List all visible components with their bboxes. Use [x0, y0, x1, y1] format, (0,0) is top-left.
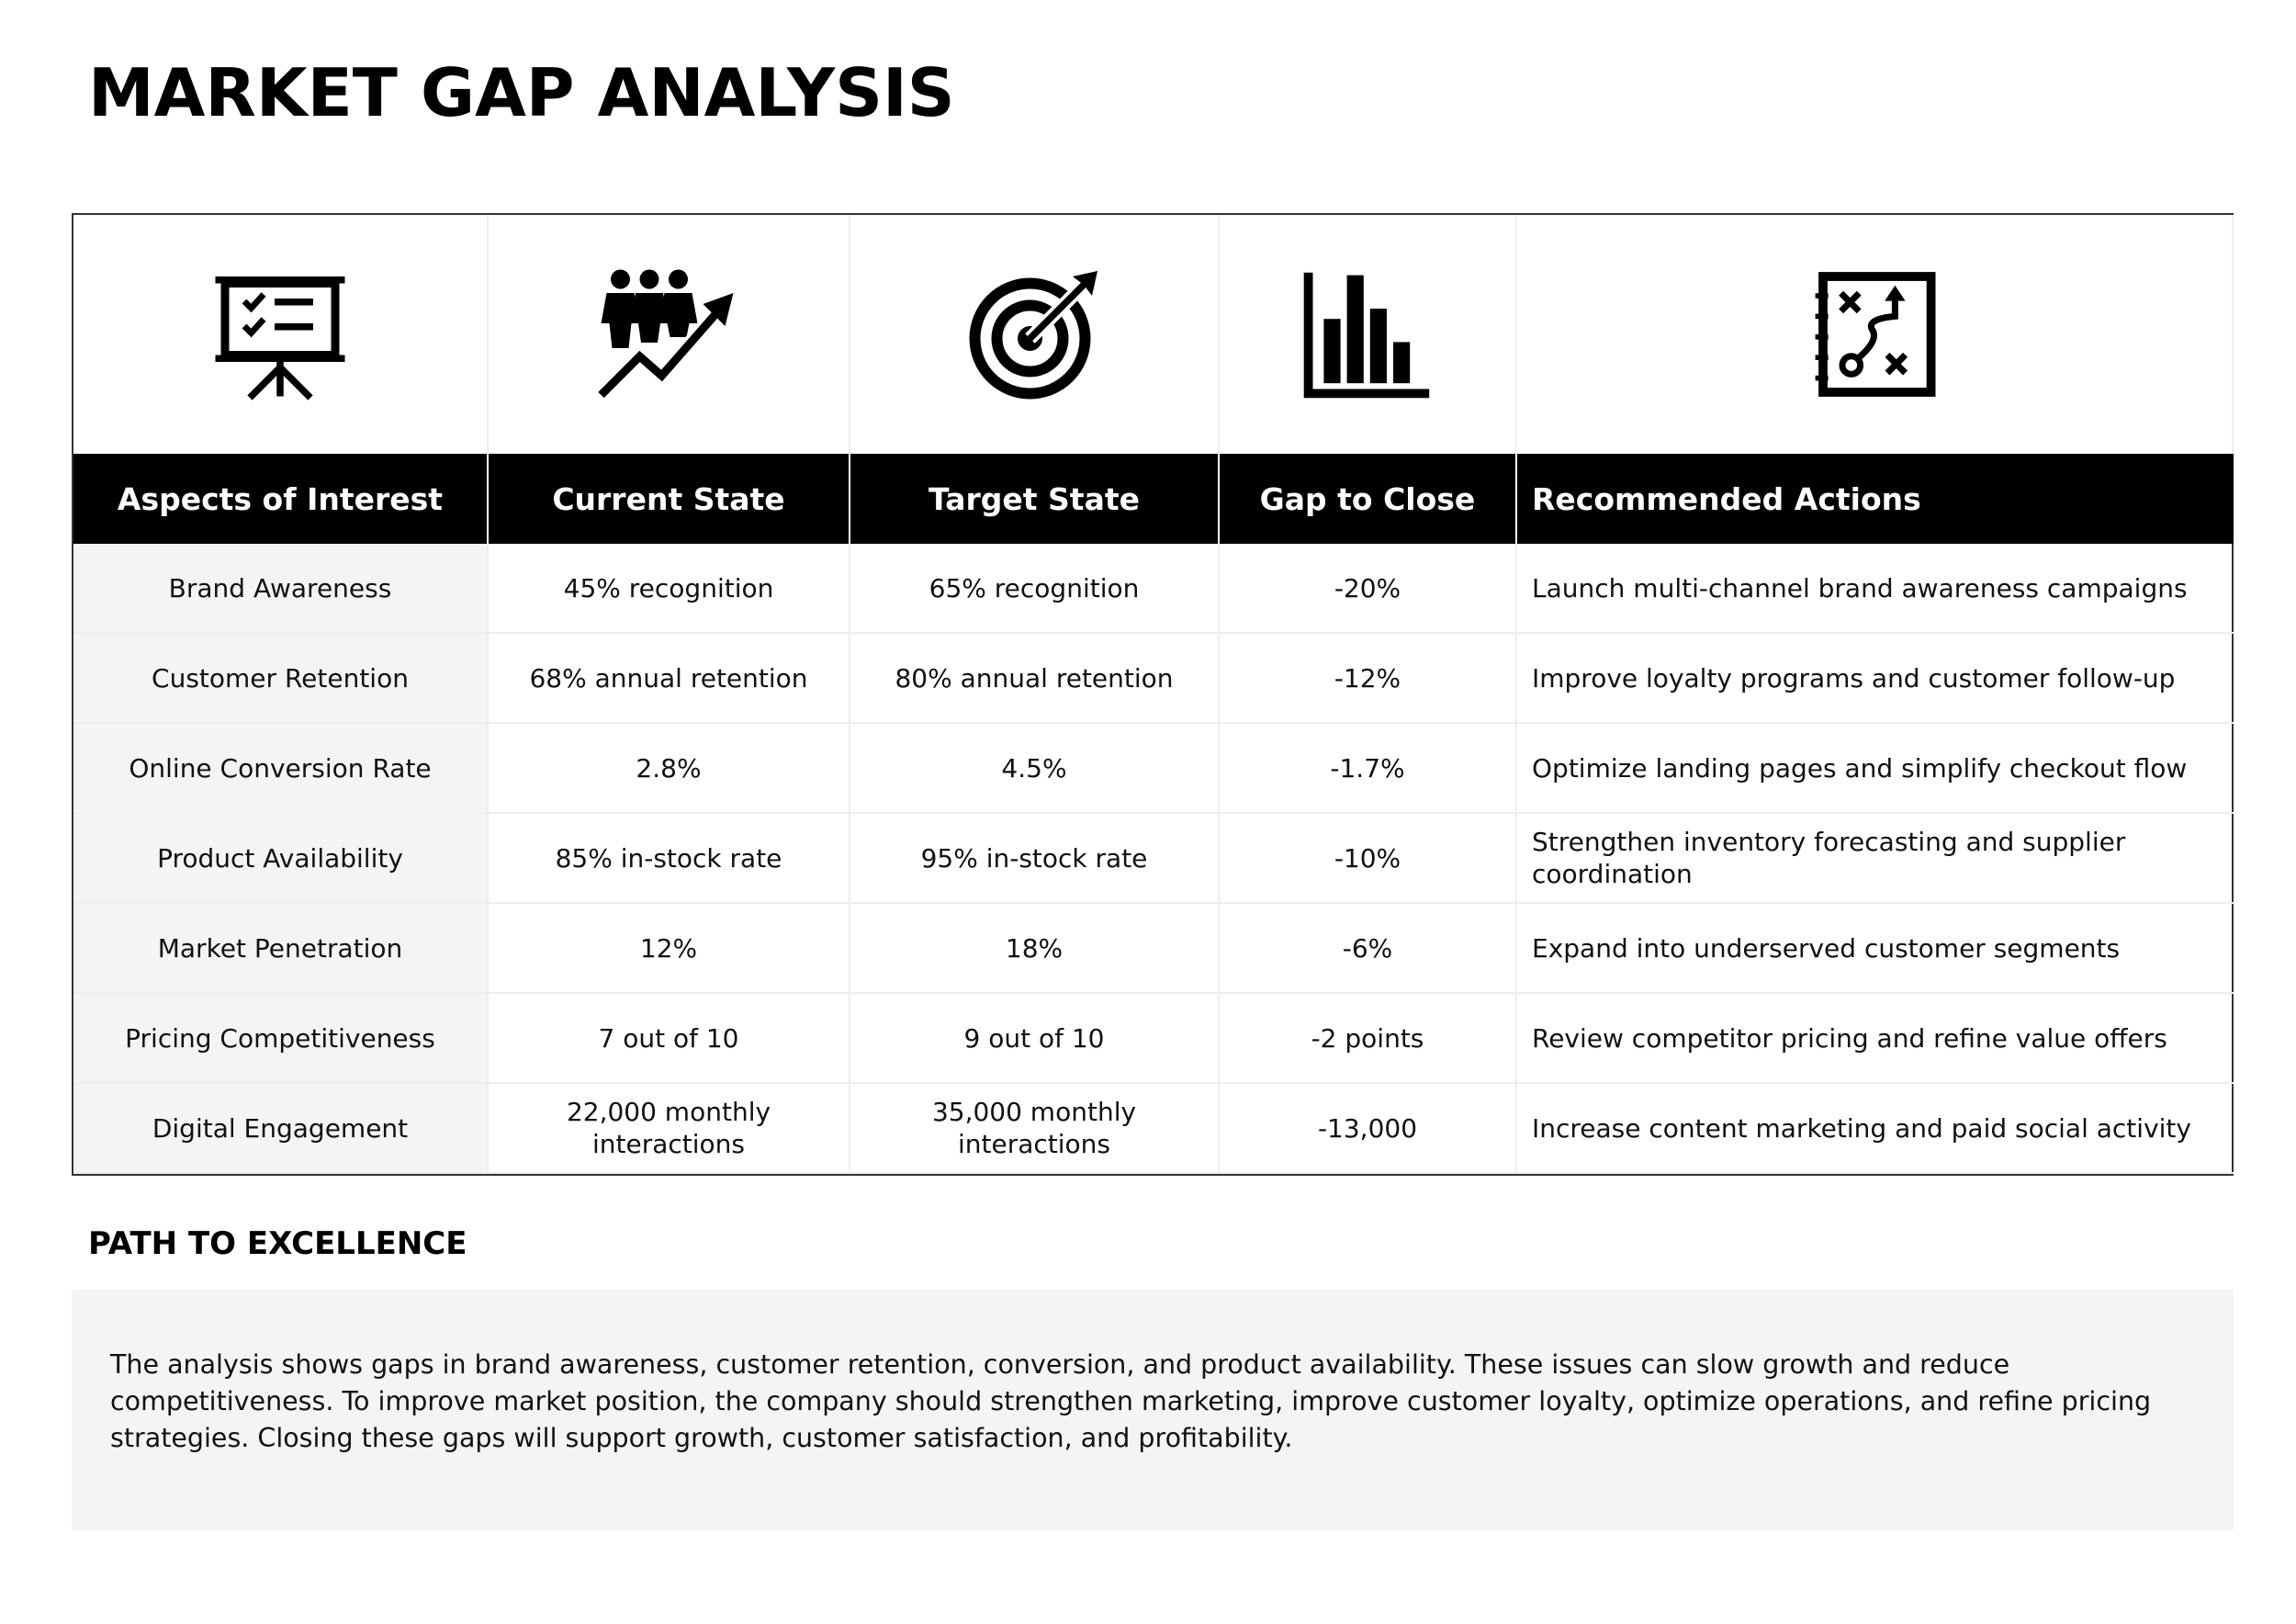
strategy-plan-icon: [1517, 215, 2234, 454]
target-state-cell: 9 out of 10: [850, 994, 1220, 1084]
summary-box: [72, 1290, 2234, 1530]
aspect-cell: Online Conversion Rate: [73, 724, 489, 814]
bar-chart-icon: [1220, 215, 1517, 454]
aspect-cell: Customer Retention: [73, 634, 489, 724]
action-cell: Strengthen inventory forecasting and supplier coordination: [1517, 814, 2234, 904]
current-state-cell: 22,000 monthly interactions: [489, 1084, 850, 1174]
target-state-cell: 95% in-stock rate: [850, 814, 1220, 904]
action-cell: Optimize landing pages and simplify checkout flow: [1517, 724, 2234, 814]
aspect-cell: Product Availability: [73, 814, 489, 904]
gap-cell: -2 points: [1220, 994, 1517, 1084]
target-state-cell: 18%: [850, 904, 1220, 994]
aspect-cell: Pricing Competitiveness: [73, 994, 489, 1084]
gap-cell: -13,000: [1220, 1084, 1517, 1174]
summary-text: The analysis shows gaps in brand awareness, customer retention, conversion, and product availability. These issues can slow growth and reduce competitiveness. To improve market position, the company should strengthen marketing, improve customer loyalty, optimize operations, and refine pricing strategies. Closing these gaps will support growth, customer satisfaction, and profitability.: [110, 1349, 2152, 1453]
gap-cell: -20%: [1220, 544, 1517, 634]
aspect-cell: Market Penetration: [73, 904, 489, 994]
target-state-cell: 80% annual retention: [850, 634, 1220, 724]
current-state-cell: 12%: [489, 904, 850, 994]
gap-cell: -6%: [1220, 904, 1517, 994]
gap-cell: -10%: [1220, 814, 1517, 904]
target-state-cell: 65% recognition: [850, 544, 1220, 634]
gap-cell: -12%: [1220, 634, 1517, 724]
current-state-cell: 68% annual retention: [489, 634, 850, 724]
target-state-cell: 4.5%: [850, 724, 1220, 814]
header-recommended-actions: Recommended Actions: [1517, 454, 2234, 544]
header-target-state: Target State: [850, 454, 1220, 544]
action-cell: Expand into underserved customer segments: [1517, 904, 2234, 994]
header-aspects-of-interest: Aspects of Interest: [73, 454, 489, 544]
section-title: PATH TO EXCELLENCE: [88, 1225, 467, 1262]
target-state-cell: 35,000 monthly interactions: [850, 1084, 1220, 1174]
header-gap-to-close: Gap to Close: [1220, 454, 1517, 544]
current-state-cell: 2.8%: [489, 724, 850, 814]
target-icon: [850, 215, 1220, 454]
gap-analysis-table: [72, 213, 2234, 1176]
action-cell: Improve loyalty programs and customer follow-up: [1517, 634, 2234, 724]
action-cell: Launch multi-channel brand awareness campaigns: [1517, 544, 2234, 634]
current-state-cell: 7 out of 10: [489, 994, 850, 1084]
current-state-cell: 45% recognition: [489, 544, 850, 634]
page-title: MARKET GAP ANALYSIS: [88, 54, 955, 131]
action-cell: Review competitor pricing and refine value offers: [1517, 994, 2234, 1084]
gap-cell: -1.7%: [1220, 724, 1517, 814]
current-state-cell: 85% in-stock rate: [489, 814, 850, 904]
presentation-board-icon: [73, 215, 489, 454]
aspect-cell: Brand Awareness: [73, 544, 489, 634]
action-cell: Increase content marketing and paid social activity: [1517, 1084, 2234, 1174]
header-current-state: Current State: [489, 454, 850, 544]
team-growth-icon: [489, 215, 850, 454]
aspect-cell: Digital Engagement: [73, 1084, 489, 1174]
